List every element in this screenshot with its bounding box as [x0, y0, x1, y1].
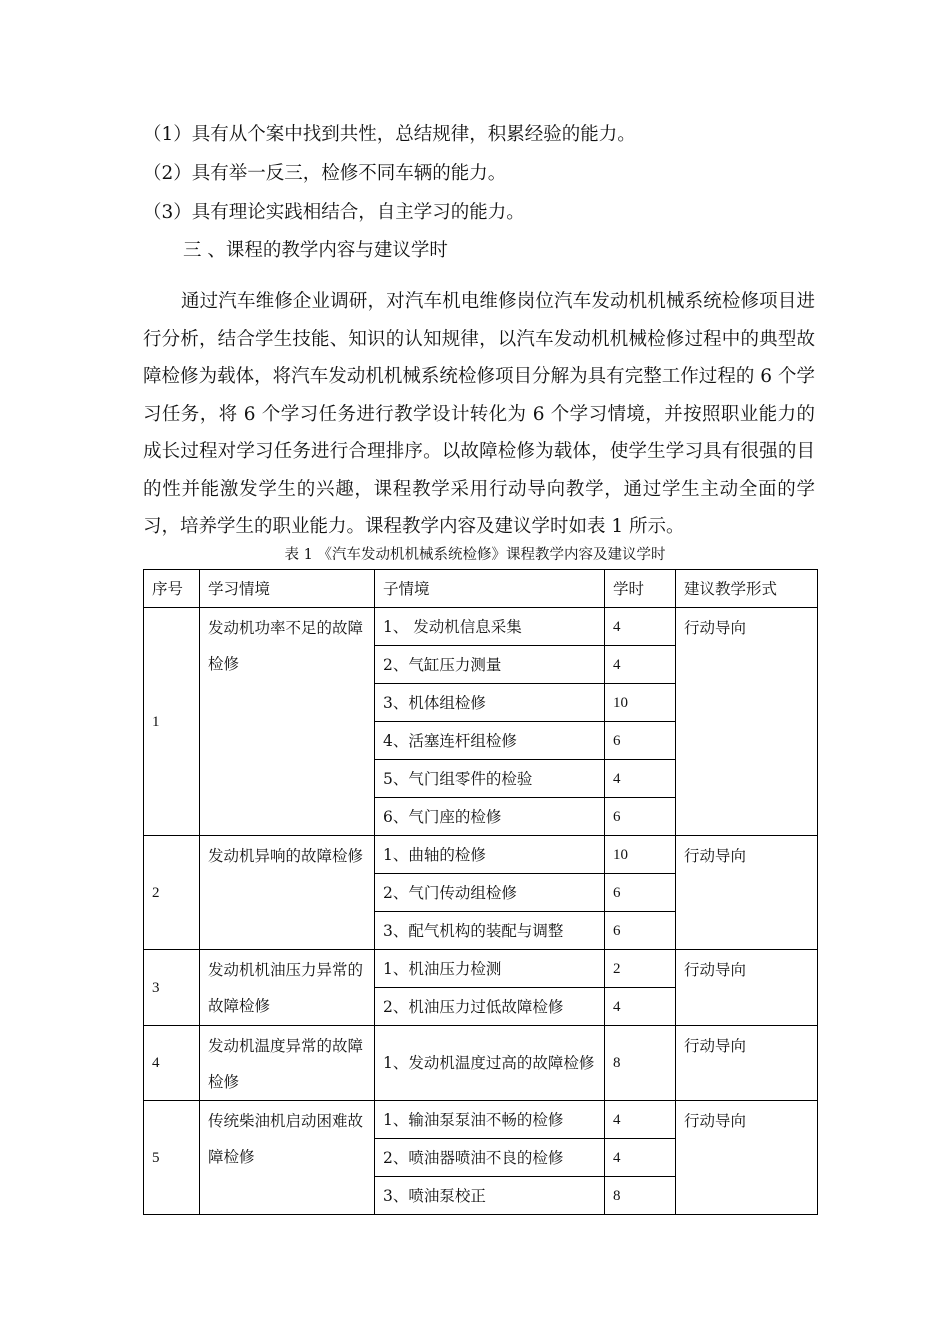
cell-hours: 2: [605, 950, 676, 988]
cell-sub-situation: 3、喷油泵校正: [375, 1177, 605, 1215]
table-row: [144, 608, 818, 646]
cell-sub-situation: 3、机体组检修: [375, 684, 605, 722]
body-paragraph: 通过汽车维修企业调研，对汽车机电维修岗位汽车发动机机械系统检修项目进行分析，结合学生技能、知识的认知规律，以汽车发动机机械检修过程中的典型故障检修为载体，将汽车发动机机械系统检修项目分解为具有完整工作过程的 6 个学习任务，将 6 个学习任务进行教学设计转化为 6 个学习情境，并按照职业能力的成长过程对学习任务进行合理排序。以故障检修为载体，使学生学习具有很强的目的性并能激发学生的兴趣，课程教学采用行动导向教学，通过学生主动全面的学习，培养学生的职业能力。课程教学内容及建议学时如表 1 所示。: [143, 291, 815, 537]
cell-hours: 4: [605, 608, 676, 646]
cell-sub-situation: 1、发动机温度过高的故障检修: [375, 1026, 605, 1101]
cell-teaching-form: 行动导向: [676, 1026, 818, 1101]
cell-sub-situation: 2、气门传动组检修: [375, 874, 605, 912]
cell-situation: 传统柴油机启动困难故障检修: [200, 1101, 375, 1215]
cell-teaching-form: 行动导向: [676, 1101, 818, 1215]
header-teaching-form: 建议教学形式: [676, 570, 818, 608]
table-row: [144, 950, 818, 988]
cell-sub-situation: 4、活塞连杆组检修: [375, 722, 605, 760]
cell-sub-situation: 2、气缸压力测量: [375, 646, 605, 684]
cell-teaching-form: 行动导向: [676, 950, 818, 1026]
cell-hours: 4: [605, 988, 676, 1026]
cell-sub-situation: 3、配气机构的装配与调整: [375, 912, 605, 950]
cell-hours: 6: [605, 798, 676, 836]
cell-sub-situation: 5、气门组零件的检验: [375, 760, 605, 798]
course-table: [143, 569, 818, 1215]
cell-hours: 6: [605, 722, 676, 760]
cell-sub-situation: 2、喷油器喷油不良的检修: [375, 1139, 605, 1177]
cell-sub-situation: 1、曲轴的检修: [375, 836, 605, 874]
cell-no: 4: [144, 1026, 200, 1101]
table-row: [144, 1026, 818, 1101]
table-caption: 表 1 《汽车发动机机械系统检修》课程教学内容及建议学时: [284, 547, 666, 563]
cell-situation: 发动机温度异常的故障检修: [200, 1026, 375, 1101]
cell-teaching-form: 行动导向: [676, 836, 818, 950]
cell-hours: 4: [605, 1139, 676, 1177]
cell-teaching-form: 行动导向: [676, 608, 818, 836]
cell-hours: 4: [605, 1101, 676, 1139]
cell-hours: 8: [605, 1177, 676, 1215]
cell-no: 2: [144, 836, 200, 950]
section-heading: 三 、课程的教学内容与建议学时: [183, 240, 448, 261]
cell-hours: 4: [605, 760, 676, 798]
table-row: [144, 1101, 818, 1139]
cell-hours: 8: [605, 1026, 676, 1101]
cell-sub-situation: 1、机油压力检测: [375, 950, 605, 988]
cell-hours: 10: [605, 836, 676, 874]
header-situation: 学习情境: [200, 570, 375, 608]
cell-hours: 6: [605, 912, 676, 950]
table-header-row: [144, 570, 818, 608]
cell-no: 1: [144, 608, 200, 836]
ability-3: （3）具有理论实践相结合，自主学习的能力。: [143, 202, 525, 223]
cell-situation: 发动机异响的故障检修: [200, 836, 375, 950]
ability-1: （1）具有从个案中找到共性，总结规律，积累经验的能力。: [143, 124, 636, 145]
header-hours: 学时: [605, 570, 676, 608]
cell-hours: 10: [605, 684, 676, 722]
cell-hours: 4: [605, 646, 676, 684]
cell-sub-situation: 1、输油泵泵油不畅的检修: [375, 1101, 605, 1139]
cell-no: 3: [144, 950, 200, 1026]
table-row: [144, 836, 818, 874]
cell-sub-situation: 2、机油压力过低故障检修: [375, 988, 605, 1026]
ability-2: （2）具有举一反三，检修不同车辆的能力。: [143, 163, 507, 184]
cell-situation: 发动机功率不足的故障检修: [200, 608, 375, 836]
cell-situation: 发动机机油压力异常的故障检修: [200, 950, 375, 1026]
header-sub-situation: 子情境: [375, 570, 605, 608]
header-no: 序号: [144, 570, 200, 608]
cell-hours: 6: [605, 874, 676, 912]
cell-sub-situation: 1、 发动机信息采集: [375, 608, 605, 646]
cell-sub-situation: 6、气门座的检修: [375, 798, 605, 836]
cell-no: 5: [144, 1101, 200, 1215]
